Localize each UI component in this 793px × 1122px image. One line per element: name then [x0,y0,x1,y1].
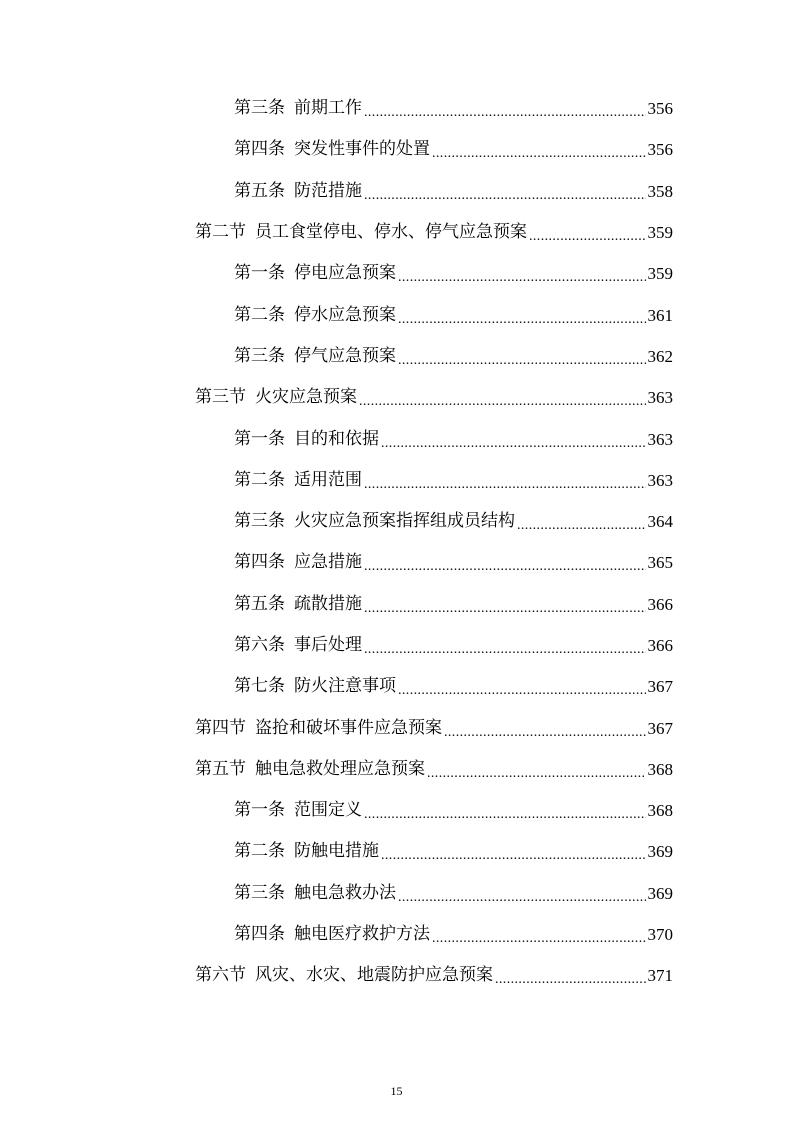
toc-entry-title: 突发性事件的处置 [294,139,430,160]
toc-section-entry[interactable] [0,212,793,253]
toc-entry-title: 停水应急预案 [294,304,396,325]
toc-entry-page: 363 [647,429,673,449]
toc-entry-title: 停气应急预案 [294,345,396,366]
toc-entry-number: 第四节 [195,717,246,738]
toc-entry[interactable] [0,171,793,212]
toc-dot-leader [364,557,646,574]
toc-entry-number: 第二节 [195,222,246,243]
toc-entry[interactable] [0,418,793,459]
toc-entry-page: 369 [647,842,673,862]
toc-entry[interactable] [0,625,793,666]
toc-entry-page: 367 [647,677,673,697]
toc-entry-title: 应急措施 [294,552,362,573]
toc-entry-page: 366 [647,636,673,655]
toc-entry-page: 369 [647,883,673,903]
toc-entry-title: 停电应急预案 [294,263,396,284]
toc-entry-number: 第五条 [234,180,285,201]
toc-entry-title: 目的和依据 [294,428,379,449]
toc-entry[interactable] [0,336,793,377]
toc-dot-leader [364,186,646,203]
toc-entry-page: 362 [647,346,673,366]
toc-dot-leader [427,764,646,781]
toc-entry-title: 触电急救办法 [294,882,396,903]
toc-entry-page: 363 [647,388,673,408]
toc-entry-title: 范围定义 [294,800,362,821]
toc-entry-number: 第三条 [234,345,285,366]
toc-section-entry[interactable] [0,377,793,418]
toc-entry-page: 366 [647,594,673,614]
toc-entry-page: 361 [647,305,673,325]
toc-entry-title: 防范措施 [294,180,362,201]
toc-entry-number: 第一条 [234,800,285,821]
toc-dot-leader [398,888,646,905]
toc-entry-title: 事后处理 [294,635,362,655]
toc-entry-title: 员工食堂停电、停水、停气应急预案 [255,222,527,243]
toc-dot-leader [432,929,646,946]
toc-entry-number: 第二条 [234,469,285,490]
toc-entry-page: 368 [647,759,673,779]
toc-entry-title: 防火注意事项 [294,676,396,697]
toc-entry-page: 364 [647,512,673,532]
toc-entry-number: 第四条 [234,552,285,573]
toc-dot-leader [398,681,646,698]
toc-entry-page: 371 [647,966,673,986]
toc-entry-page: 367 [647,718,673,738]
toc-entry-number: 第五节 [195,758,246,779]
toc-entry-page: 356 [647,140,673,160]
toc-section-entry[interactable] [0,749,793,790]
toc-dot-leader [432,144,646,161]
toc-entry-number: 第二条 [234,304,285,325]
toc-entry-number: 第四条 [234,924,285,945]
toc-entry-number: 第三节 [195,387,246,408]
toc-entry[interactable] [0,460,793,501]
toc-entry-title: 适用范围 [294,469,362,490]
toc-entry-page: 368 [647,801,673,821]
toc-entry-number: 第三条 [234,98,285,119]
toc-entry[interactable] [0,584,793,625]
toc-dot-leader [398,268,646,285]
toc-entry-page: 359 [647,223,673,243]
toc-dot-leader [398,351,646,368]
toc-dot-leader [381,434,646,451]
toc-entry[interactable] [0,542,793,583]
table-of-contents [0,88,793,997]
toc-dot-leader [517,516,646,533]
toc-entry[interactable] [0,253,793,294]
toc-entry-title: 风灾、水灾、地震防护应急预案 [255,965,493,986]
toc-dot-leader [364,475,646,492]
toc-dot-leader [381,846,646,863]
toc-entry[interactable] [0,790,793,831]
toc-dot-leader [364,640,646,657]
toc-entry-page: 370 [647,925,673,945]
toc-entry-page: 358 [647,181,673,201]
toc-section-entry[interactable] [0,955,793,996]
toc-entry[interactable] [0,666,793,707]
toc-dot-leader [364,103,646,120]
toc-entry-number: 第六节 [195,965,246,986]
toc-entry[interactable] [0,129,793,170]
toc-entry-title: 前期工作 [294,98,362,119]
toc-entry-title: 触电医疗救护方法 [294,924,430,945]
toc-entry-page: 359 [647,264,673,284]
toc-entry[interactable] [0,294,793,335]
toc-entry-page: 356 [647,99,673,119]
page-number: 15 [390,1084,403,1098]
toc-entry[interactable] [0,88,793,129]
toc-entry-number: 第三条 [234,882,285,903]
toc-dot-leader [364,805,646,822]
toc-section-entry[interactable] [0,707,793,748]
toc-entry-title: 疏散措施 [294,593,362,614]
toc-dot-leader [398,310,646,327]
toc-dot-leader [364,599,646,616]
toc-entry-number: 第六条 [234,635,285,655]
toc-entry-number: 第五条 [234,593,285,614]
toc-entry-number: 第四条 [234,139,285,160]
toc-entry-number: 第七条 [234,676,285,697]
toc-entry-page: 365 [647,553,673,573]
toc-entry-title: 火灾应急预案 [255,387,357,408]
toc-dot-leader [495,970,646,987]
toc-entry[interactable] [0,831,793,872]
toc-entry-number: 第一条 [234,428,285,449]
toc-entry[interactable] [0,914,793,955]
toc-dot-leader [444,723,646,740]
toc-entry[interactable] [0,501,793,542]
toc-dot-leader [529,227,646,244]
toc-entry-page: 363 [647,470,673,490]
toc-entry[interactable] [0,873,793,914]
toc-entry-title: 触电急救处理应急预案 [255,758,425,779]
toc-entry-title: 火灾应急预案指挥组成员结构 [294,511,515,532]
toc-entry-title: 防触电措施 [294,841,379,862]
toc-dot-leader [359,392,646,409]
toc-entry-title: 盗抢和破坏事件应急预案 [255,717,442,738]
toc-entry-number: 第一条 [234,263,285,284]
toc-entry-number: 第二条 [234,841,285,862]
toc-entry-number: 第三条 [234,511,285,532]
